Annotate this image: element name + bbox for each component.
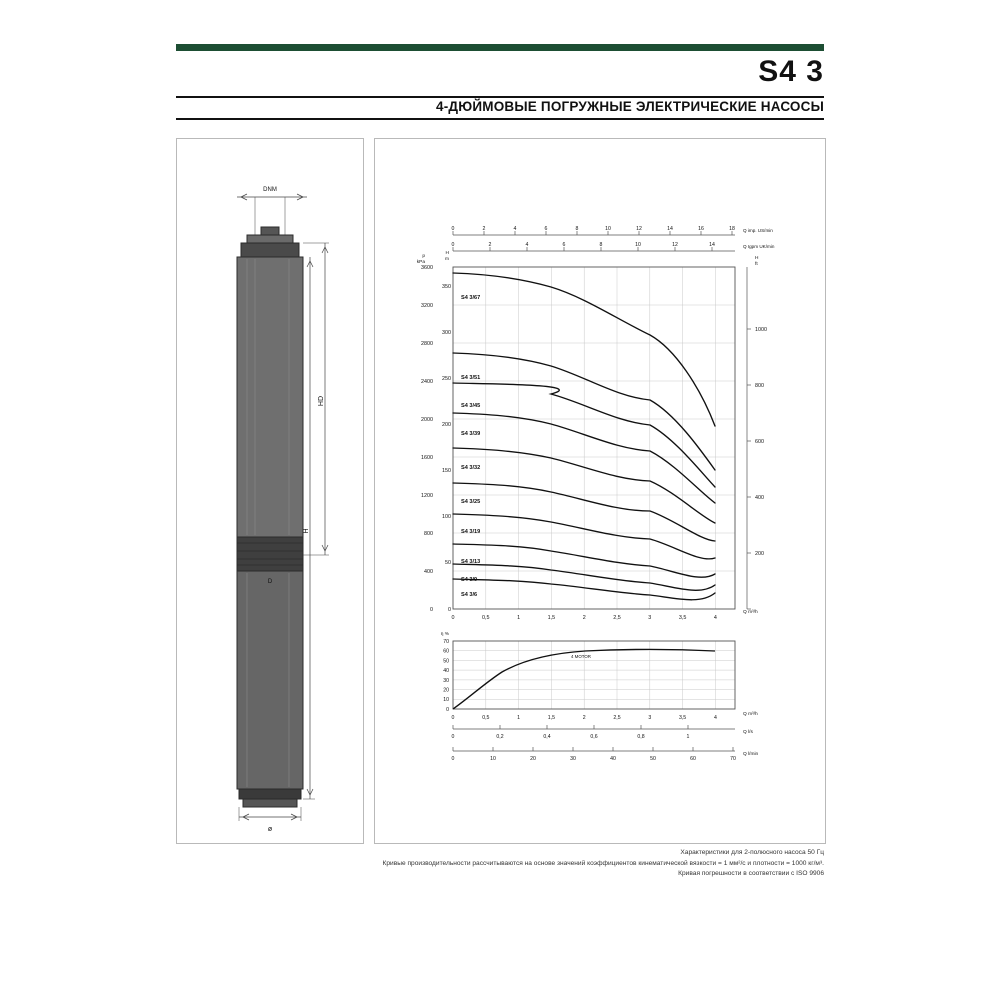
svg-text:10: 10 bbox=[635, 242, 641, 248]
charts-svg bbox=[375, 139, 825, 843]
svg-text:S4 3/39: S4 3/39 bbox=[461, 431, 481, 437]
svg-text:2000: 2000 bbox=[421, 417, 433, 423]
svg-text:1,5: 1,5 bbox=[547, 615, 556, 621]
svg-text:0: 0 bbox=[451, 226, 455, 232]
axis-label-q-uk: Q Igpm UK/min bbox=[743, 244, 775, 249]
svg-text:3: 3 bbox=[648, 715, 652, 721]
svg-text:m: m bbox=[445, 257, 449, 262]
svg-text:1: 1 bbox=[517, 715, 521, 721]
svg-text:350: 350 bbox=[442, 284, 451, 290]
svg-text:2: 2 bbox=[488, 242, 492, 248]
svg-text:0,6: 0,6 bbox=[590, 734, 598, 740]
svg-text:1,5: 1,5 bbox=[547, 715, 556, 721]
svg-text:3600: 3600 bbox=[421, 265, 433, 271]
svg-text:50: 50 bbox=[443, 658, 449, 665]
dimension-label-d2: D bbox=[267, 579, 273, 585]
svg-text:2,5: 2,5 bbox=[613, 715, 621, 721]
svg-text:kPa: kPa bbox=[416, 260, 425, 265]
svg-text:40: 40 bbox=[610, 756, 616, 762]
axis-label-q-us: Q imp. US/min bbox=[743, 228, 773, 233]
svg-text:S4 3/45: S4 3/45 bbox=[461, 403, 481, 409]
svg-text:14: 14 bbox=[709, 242, 715, 248]
svg-text:η %: η % bbox=[440, 632, 449, 637]
svg-text:18: 18 bbox=[729, 226, 735, 232]
pump-drawing-panel bbox=[176, 138, 364, 844]
axis-bottom-eta-ls bbox=[452, 734, 690, 740]
efficiency-curve-label: 4 MOTOR bbox=[571, 654, 591, 659]
svg-text:H: H bbox=[445, 251, 449, 256]
svg-text:8: 8 bbox=[599, 242, 603, 248]
curve-labels bbox=[461, 295, 480, 598]
svg-text:3,5: 3,5 bbox=[678, 615, 687, 621]
svg-text:0: 0 bbox=[451, 715, 455, 721]
svg-text:Q m³/h: Q m³/h bbox=[743, 712, 758, 717]
svg-text:200: 200 bbox=[442, 422, 451, 428]
svg-text:0,4: 0,4 bbox=[543, 734, 551, 740]
header-divider-bottom bbox=[176, 118, 824, 120]
svg-text:1: 1 bbox=[686, 734, 690, 740]
axis-bottom-eta-q bbox=[452, 715, 717, 721]
svg-text:S4 3/19: S4 3/19 bbox=[461, 529, 481, 535]
footnotes bbox=[264, 848, 824, 880]
svg-text:30: 30 bbox=[570, 756, 576, 762]
svg-text:0,8: 0,8 bbox=[637, 734, 645, 740]
svg-text:1600: 1600 bbox=[421, 455, 433, 461]
page-subtitle: 4-ДЮЙМОВЫЕ ПОГРУЖНЫЕ ЭЛЕКТРИЧЕСКИЕ НАСОСЫ bbox=[436, 99, 824, 114]
svg-text:S4 3/6: S4 3/6 bbox=[461, 592, 478, 598]
svg-text:Q l/min: Q l/min bbox=[743, 752, 759, 757]
svg-text:300: 300 bbox=[442, 330, 451, 336]
svg-text:40: 40 bbox=[443, 668, 449, 675]
svg-text:600: 600 bbox=[755, 439, 764, 445]
svg-text:S4 3/51: S4 3/51 bbox=[461, 375, 481, 381]
svg-text:S4 3/67: S4 3/67 bbox=[461, 295, 481, 301]
svg-text:50: 50 bbox=[650, 756, 656, 762]
svg-text:20: 20 bbox=[443, 687, 449, 694]
svg-text:1000: 1000 bbox=[755, 327, 767, 333]
svg-text:0: 0 bbox=[448, 607, 451, 613]
dimension-label-d: ø bbox=[267, 826, 273, 833]
svg-text:0: 0 bbox=[451, 756, 455, 762]
axis-bottom-eta-lmin bbox=[452, 756, 736, 762]
svg-text:8: 8 bbox=[575, 226, 579, 232]
axis-left-kpa bbox=[421, 265, 433, 613]
svg-text:0,5: 0,5 bbox=[482, 615, 490, 621]
svg-text:150: 150 bbox=[442, 468, 451, 474]
svg-text:6: 6 bbox=[562, 242, 566, 248]
axis-left-h-m bbox=[442, 284, 451, 613]
svg-text:4: 4 bbox=[713, 615, 717, 621]
svg-text:3200: 3200 bbox=[421, 303, 433, 309]
svg-text:2800: 2800 bbox=[421, 341, 433, 347]
performance-charts-panel bbox=[374, 138, 826, 844]
svg-text:2: 2 bbox=[482, 226, 486, 232]
svg-text:4: 4 bbox=[525, 242, 529, 248]
svg-text:250: 250 bbox=[442, 376, 451, 382]
svg-text:2400: 2400 bbox=[421, 379, 433, 385]
svg-text:400: 400 bbox=[755, 495, 764, 501]
svg-text:4: 4 bbox=[713, 715, 717, 721]
svg-text:100: 100 bbox=[442, 514, 451, 520]
svg-text:p: p bbox=[422, 254, 425, 259]
svg-text:4: 4 bbox=[513, 226, 517, 232]
svg-text:16: 16 bbox=[698, 226, 704, 232]
svg-text:S4 3/25: S4 3/25 bbox=[461, 499, 481, 505]
axis-right-h-ft bbox=[755, 327, 767, 557]
svg-text:H: H bbox=[755, 256, 759, 261]
svg-text:1200: 1200 bbox=[421, 493, 433, 499]
svg-text:800: 800 bbox=[424, 531, 433, 537]
svg-text:S4 3/9: S4 3/9 bbox=[461, 577, 478, 583]
page-title: S4 3 bbox=[758, 55, 824, 88]
svg-text:400: 400 bbox=[424, 569, 433, 575]
svg-text:60: 60 bbox=[690, 756, 696, 762]
svg-text:3: 3 bbox=[648, 615, 652, 621]
svg-text:1: 1 bbox=[517, 615, 521, 621]
svg-text:10: 10 bbox=[443, 697, 449, 703]
svg-text:14: 14 bbox=[667, 226, 673, 232]
svg-text:0: 0 bbox=[451, 734, 455, 740]
svg-text:3,5: 3,5 bbox=[678, 715, 687, 721]
pump-drawing bbox=[177, 139, 363, 843]
svg-text:6: 6 bbox=[544, 226, 548, 232]
footnote-3: Кривая погрешности в соответствии с ISO 9906 bbox=[678, 870, 824, 877]
svg-text:20: 20 bbox=[530, 756, 536, 762]
svg-text:70: 70 bbox=[443, 639, 449, 645]
svg-text:200: 200 bbox=[755, 551, 764, 557]
svg-text:800: 800 bbox=[755, 383, 764, 389]
svg-text:0: 0 bbox=[451, 615, 455, 621]
svg-text:70: 70 bbox=[730, 756, 736, 762]
svg-text:0: 0 bbox=[446, 707, 449, 713]
svg-text:Q m³/h: Q m³/h bbox=[743, 610, 758, 615]
axis-bottom-q bbox=[452, 615, 717, 621]
svg-text:12: 12 bbox=[672, 242, 678, 248]
svg-text:0,2: 0,2 bbox=[496, 734, 504, 740]
dimension-label-hd: HD bbox=[318, 395, 325, 407]
svg-text:2: 2 bbox=[582, 615, 586, 621]
svg-text:2: 2 bbox=[582, 715, 586, 721]
svg-text:10: 10 bbox=[490, 756, 496, 762]
svg-text:Q l/s: Q l/s bbox=[743, 730, 753, 735]
footnote-1: Характеристики для 2-полюсного насоса 50 Гц bbox=[680, 849, 824, 856]
dimension-label-dnm: DNM bbox=[263, 187, 277, 193]
svg-text:S4 3/32: S4 3/32 bbox=[461, 465, 481, 471]
svg-text:2,5: 2,5 bbox=[613, 615, 621, 621]
svg-text:0,5: 0,5 bbox=[482, 715, 490, 721]
svg-text:50: 50 bbox=[445, 560, 451, 566]
axis-left-eta bbox=[443, 639, 449, 713]
svg-text:60: 60 bbox=[443, 648, 449, 655]
svg-text:S4 3/13: S4 3/13 bbox=[461, 559, 481, 565]
svg-text:30: 30 bbox=[443, 677, 449, 684]
header-accent-bar bbox=[176, 44, 824, 51]
dimension-label-h: H bbox=[303, 528, 310, 534]
svg-text:12: 12 bbox=[636, 226, 642, 232]
svg-text:0: 0 bbox=[430, 607, 433, 613]
svg-text:0: 0 bbox=[451, 242, 455, 248]
svg-text:ft: ft bbox=[755, 262, 758, 267]
header-divider-top bbox=[176, 96, 824, 98]
efficiency-chart bbox=[441, 631, 759, 762]
footnote-2: Кривые производительности рассчитываются на основе значений коэффициентов кинематической вязкости = 1 мм²/с и плотности = 1000 кг/м³. bbox=[382, 859, 824, 867]
svg-text:10: 10 bbox=[605, 226, 611, 232]
head-chart bbox=[417, 226, 775, 621]
